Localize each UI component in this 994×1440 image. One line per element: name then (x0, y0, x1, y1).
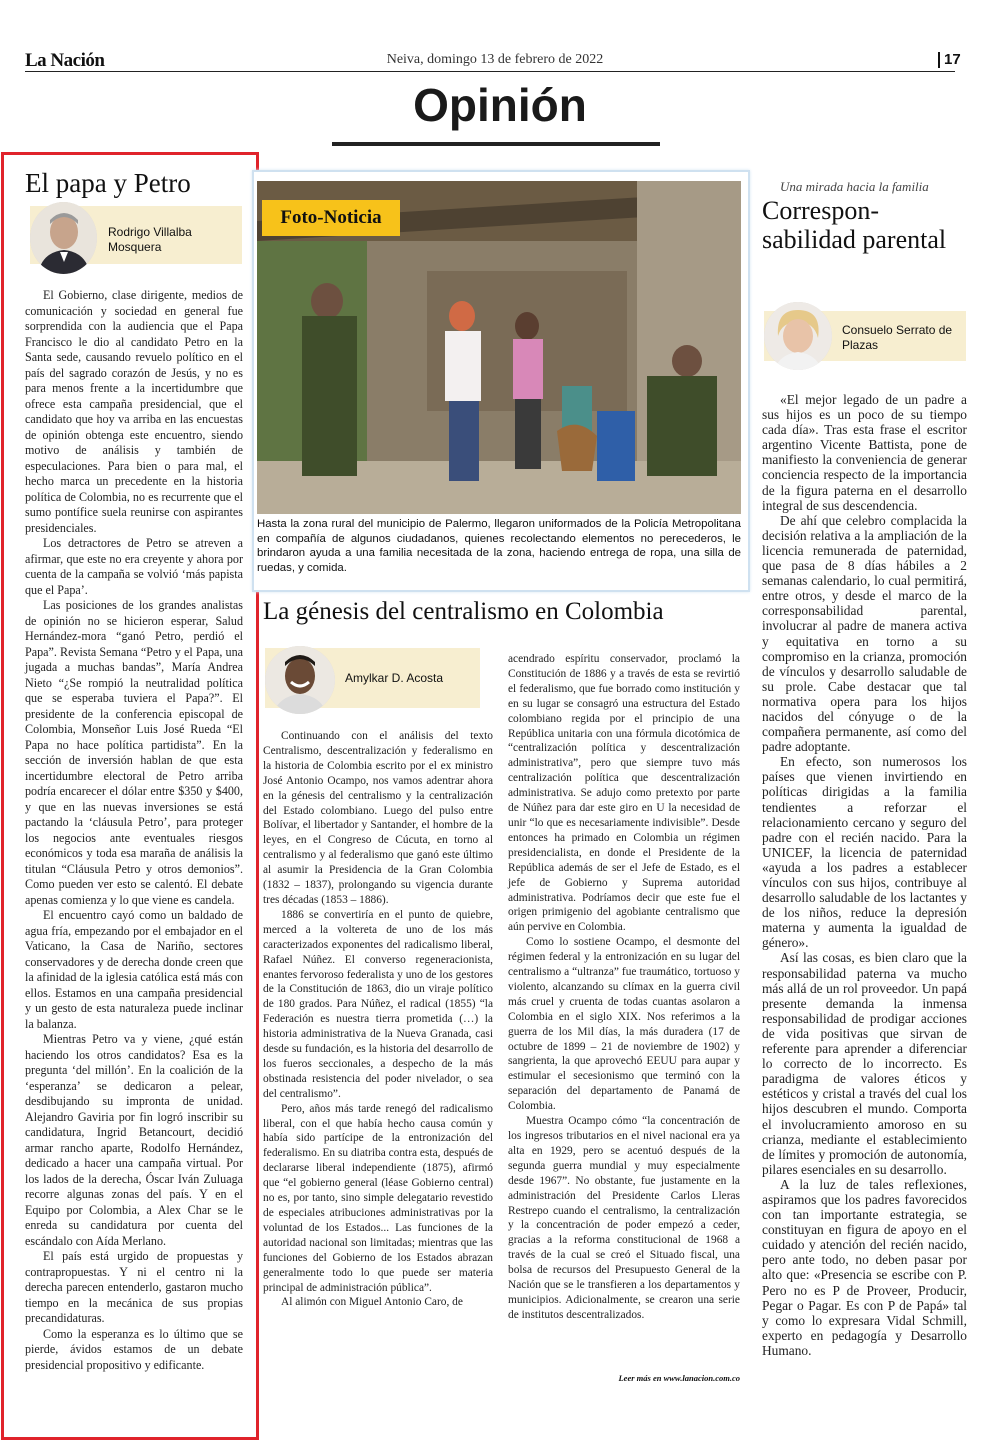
paragraph: Las posiciones de los grandes analistas de opinión no se hicieron esperar, Salud Hernández-mora “ganó Petro, perdió el Papa”. Revista Semana “Petro y el Papa, una jugada a muchas bandas”, María Andrea Nieto “¿Se rompió la neutralidad política que se esperaba tuviera el Papa?”. El presidente de la conferencia episcopal de Colombia, Monseñor Luis José Rueda “El Papa no hace política partidista”. En la sección de inversión hablan de que esta incertidumbre electoral de Petro arriba podría encarecer el dólar entre $350 y $400, y que en las nuevas inversiones se está pactando la ‘cláusula Petro’, para proteger los negocios ante eventuales riesgos económicos y toda esa maraña de análisis la titulan “Cláusula Petro y otros demonios”. Como pueden ver esto se calentó. El debate apenas comienza y lo que viene es candela. (25, 598, 243, 907)
left-author-name: Rodrigo Villalba Mosquera (108, 225, 192, 254)
section-title: Opinión (413, 79, 587, 131)
paragraph: Mientras Petro va y viene, ¿qué están haciendo los otros candidatos? Esa es la pregunta ‘del millón’. En la coalición de la ‘esperanza’ se dedicaron a pelear, desdibujando su impronta de unidad. Alejandro Gaviria por fin logró inscribir su candidatura, Ingrid Betancourt, decidió armar rancho aparte, Rodolfo Hernández, dedicado a hacer una campaña virtual. Por los lados de la derecha, Óscar Iván Zuluaga recorre algunas zonas del país. Y en el Equipo por Colombia, a Alex Char se le enreda su candidatura por cuenta del escándalo con Aída Merlano. (25, 1032, 243, 1248)
page-number: 17 (938, 52, 961, 68)
author-portrait-icon (764, 302, 832, 370)
center-article-col1 (263, 729, 493, 1310)
paragraph: acendrado espíritu conservador, proclamó la Constitución de 1886 y a través de esta se revirtió el federalismo, que fue borrado como institución y en su lugar se consagró una estructura del Estado colombiano regida por el principio de una República unitaria con una fórmula dicotómica de “centralización política y descentralización administrativa”, pero que siempre tuvo más centralización política que descentralización administrativa. Se adujo como pretexto por parte de Núñez para dar este giro en U la necesidad de unir “lo que es necesariamente indivisible”. Desde entonces ha primado en Colombia un régimen presidencialista, en donde el Presidente de la República además de ser el Jefe de Estado, es el jefe de Gobierno y Suprema autoridad administrativa. Podríamos decir que este fue el origen primigenio del agobiante centralismo que aún pervive en Colombia. (508, 653, 740, 934)
paragraph: «El mejor legado de un padre a sus hijos es un poco de su tiempo cada día». Tras esta frase el escritor argentino Vicente Battista, pone de manifiesto la conveniencia de generar conciencia respecto de la importancia de la figura paterna en el desarrollo integral de sus descendencia. (762, 392, 967, 513)
center-article-title: La génesis del centralismo en Colombia (263, 598, 664, 625)
paragraph: A la luz de tales reflexiones, aspiramos que los padres favorecidos con tan importante estrategia, se constituyan en figura de apoyo en el cuidado y atención del recién nacido, pero ante todo, no deben pasar por alto que: «Presencia se escribe con P. Pero no es P de Proveer, Producir, Pegar o Pagar. Es con P de Papá» tal y como lo expresara Vidal Schmill, experto en pedagogía y Desarrollo Humano. (762, 1176, 967, 1358)
left-article-title: El papa y Petro (25, 168, 191, 198)
newspaper-logo: La Nación (25, 50, 105, 71)
paragraph: Como lo sostiene Ocampo, el desmonte del régimen federal y la entronización en su lugar del centralismo a “ultranza” fue traumático, tortuoso y violento, alcanzando su clímax en la guerra civil más cruel y cruenta de todas cuantas asolaron a Colombia en el siglo XIX. Nos referimos a la guerra de los Mil días, la más duradera (17 de octubre de 1899 – 21 de noviembre de 1902) y sangrienta, la que aprovechó EEUU para aupar y estimular el secesionismo que terminó con la separación del departamento de Panamá de Colombia. (508, 936, 740, 1113)
paragraph: Así las cosas, es bien claro que la responsabilidad paterna va mucho más allá de un rol proveedor. Un papá presente demanda la inmensa responsabilidad de prodigar acciones de vida positivas que sirvan de referente para aprender a diferenciar lo correcto de lo incorrecto. Es paradigma de valores éticos y estéticos y cristal a través del cual los hijos descubren el mundo. Comporta el involucramiento amoroso en su crianza, mediante el establecimiento de límites y promoción de autonomía, pilares esenciales en su desarrollo. (762, 950, 967, 1177)
author-portrait-icon (265, 646, 335, 714)
paragraph: El encuentro cayó como un baldado de agua fría, empezando por el embajador en el Vaticano, la Casa de Nariño, sectores conservadores y de derecha donde creen que la afinidad de la iglesia católica está más con ellos. Estamos en una campaña presidencial y un gesto de esta naturaleza puede inclinar la balanza. (25, 908, 243, 1031)
center-author-name: Amylkar D. Acosta (345, 671, 444, 685)
paragraph: Pero, años más tarde renegó del radicalismo liberal, con el que había hecho causa común y había sido partícipe de la entronización del federalismo. En su diatriba contra esta, después de declararse liberal independiente (1875), afirmó que “el gobierno general (léase Gobierno central) no es, por tanto, sino simple delegatario revestido de especiales atribuciones administrativas por la voluntad de los Estados... Las funciones de la autoridad nacional son limitadas; mientras que las funciones del Gobierno de los Estados abrazan generalmente todo lo que puede ser materia principal de administración pública”. (263, 1102, 493, 1294)
right-author-name: Consuelo Serrato de Plazas (842, 323, 953, 352)
paragraph: Continuando con el análisis del texto Centralismo, descentralización y federalismo en la historia de Colombia escrito por el ex ministro José Antonio Ocampo, nos vamos adentrar ahora en la génesis del centralismo y la centralización del Estado colombiano. Luego del pulso entre Bolívar, el libertador y Santander, el hombre de la leyes, en el Congreso de Cúcuta, en torno al centralismo y al federalismo que ganó este último al asumir la Presidencia de la Gran Colombia (1832 – 1837), prolongando su vigencia durante tres décadas (1853 – 1886). (263, 730, 493, 906)
read-more-link[interactable]: Leer más en www.lanacion.com.co (618, 1373, 740, 1383)
center-article-col2 (508, 652, 740, 1323)
right-author-box (764, 311, 966, 361)
right-article-kicker: Una mirada hacia la familia (780, 179, 929, 194)
left-author-box (30, 206, 242, 264)
paragraph: Como la esperanza es lo último que se pierde, ávidos estamos de un debate presidencial propositivo y edificante. (25, 1326, 243, 1372)
paragraph: En efecto, son numerosos los países que vienen invirtiendo en políticas dirigidas a la familia tendientes a reforzar el relacionamiento cercano y seguro del padre con el recién nacido. Para la UNICEF, la licencia de paternidad «ayuda a los padres a establecer vínculos con sus hijos, contribuye al desarrollo saludable de los lactantes y de los niños, reduce la depresión materna y aumenta la igualdad de género». (762, 754, 967, 951)
foto-noticia-badge: Foto-Noticia (262, 200, 400, 236)
paragraph: Muestra Ocampo cómo “la concentración de los ingresos tributarios en el nivel nacional era ya alta en 1929, pero se acentuó después de la segunda guerra mundial y muy especialmente desde 1967”. No obstante, fue justamente en la administración del Presidente Carlos Lleras Restrepo cuando el centralismo, la centralización y la concentración de poder empezó a ceder, gracias a la reforma constitucional de 1968 a través de la cual se creó el Situado fiscal, una bolsa de recursos del Presupuesto General de la Nación que se le transfieren a los departamentos y municipios. Adicionalmente, se crearon una serie de institutos descentralizados. (508, 1115, 740, 1321)
paragraph: Los detractores de Petro se atreven a afirmar, que este no era creyente y ahora por cuenta de la campaña se volvió ‘más papista que el Papa’. (25, 536, 243, 597)
paragraph: 1886 se convertiría en el punto de quiebre, merced a la voltereta de uno de los más caracterizados exponentes del radicalismo liberal, Rafael Núñez. El converso regeneracionista, enantes fervoroso federalista y uno de los gestores de la Constitución de 1863, dio un viraje político de 180 grados. Para Núñez, el radical (1855) “la Federación es nuestra tierra prometida (…) la historia administrativa de la Nueva Granada, casi desde su fundación, es la historia del desarrollo de los fueros seccionales, a despecho de la más obstinada resistencia del poder nivelador, o sea del centralismo”. (263, 908, 493, 1100)
photo-caption: Hasta la zona rural del municipio de Palermo, llegaron uniformados de la Policía Metropolitana en compañía de algunos ciudadanos, quienes recolectando elementos no perecederos, le brindaron ayuda a una familia necesitada de la zona, haciendo entrega de ropa, una silla de ruedas, y comida. (257, 518, 741, 574)
dateline: Neiva, domingo 13 de febrero de 2022 (386, 52, 604, 67)
paragraph: El país está urgido de propuestas y contrapropuestas. Y ni el centro ni la derecha parecen entenderlo, gastaron mucho tiempo en la mecánica de sus propias precandidaturas. (25, 1249, 243, 1325)
masthead-rule (25, 71, 955, 72)
right-article-title: Correspon-sabilidad parental (762, 196, 947, 254)
paragraph: Al alimón con Miguel Antonio Caro, de (281, 1296, 463, 1309)
author-portrait-icon (30, 202, 97, 274)
paragraph: De ahí que celebro complacida la decisión relativa a la ampliación de la licencia remunerada de paternidad, que pasa de 8 días hábiles a 2 semanas calendario, lo cual permitirá, entre otros, y desde el marco de la corresponsabilidad parental, involucrar al padre de manera activa y equitativa en torno a su compromiso en la crianza, promoción de vínculos y desarrollo saludable de su prole. Cabe destacar que tal normativa opera para los hijos nacidos del cónyuge o de la compañera permanente, así como del padre adoptante. (762, 512, 967, 755)
paragraph: El Gobierno, clase dirigente, medios de comunicación y sociedad en general fue sorprendida con la audiencia que el Papa Francisco le dio al candidato Petro en la Santa sede, causando revuelo político en el país del sagrado corazón de Jesús, y no es para menos frente a la incertidumbre que ofrece esta campaña presidencial, que el candidato que hoy va arriba en las encuestas de opinión obtenga este encuentro, siendo motivo de análisis y también de especulaciones. Para bien o para mal, el hecho marca un precedente en la historia política de Colombia, no es recurrente que el sumo pontífice suela reunirse con aspirantes presidenciales. (25, 288, 243, 535)
center-author-box (265, 648, 480, 708)
left-article-body (25, 288, 243, 1373)
section-rule (332, 142, 660, 146)
right-article-body (762, 392, 967, 1358)
